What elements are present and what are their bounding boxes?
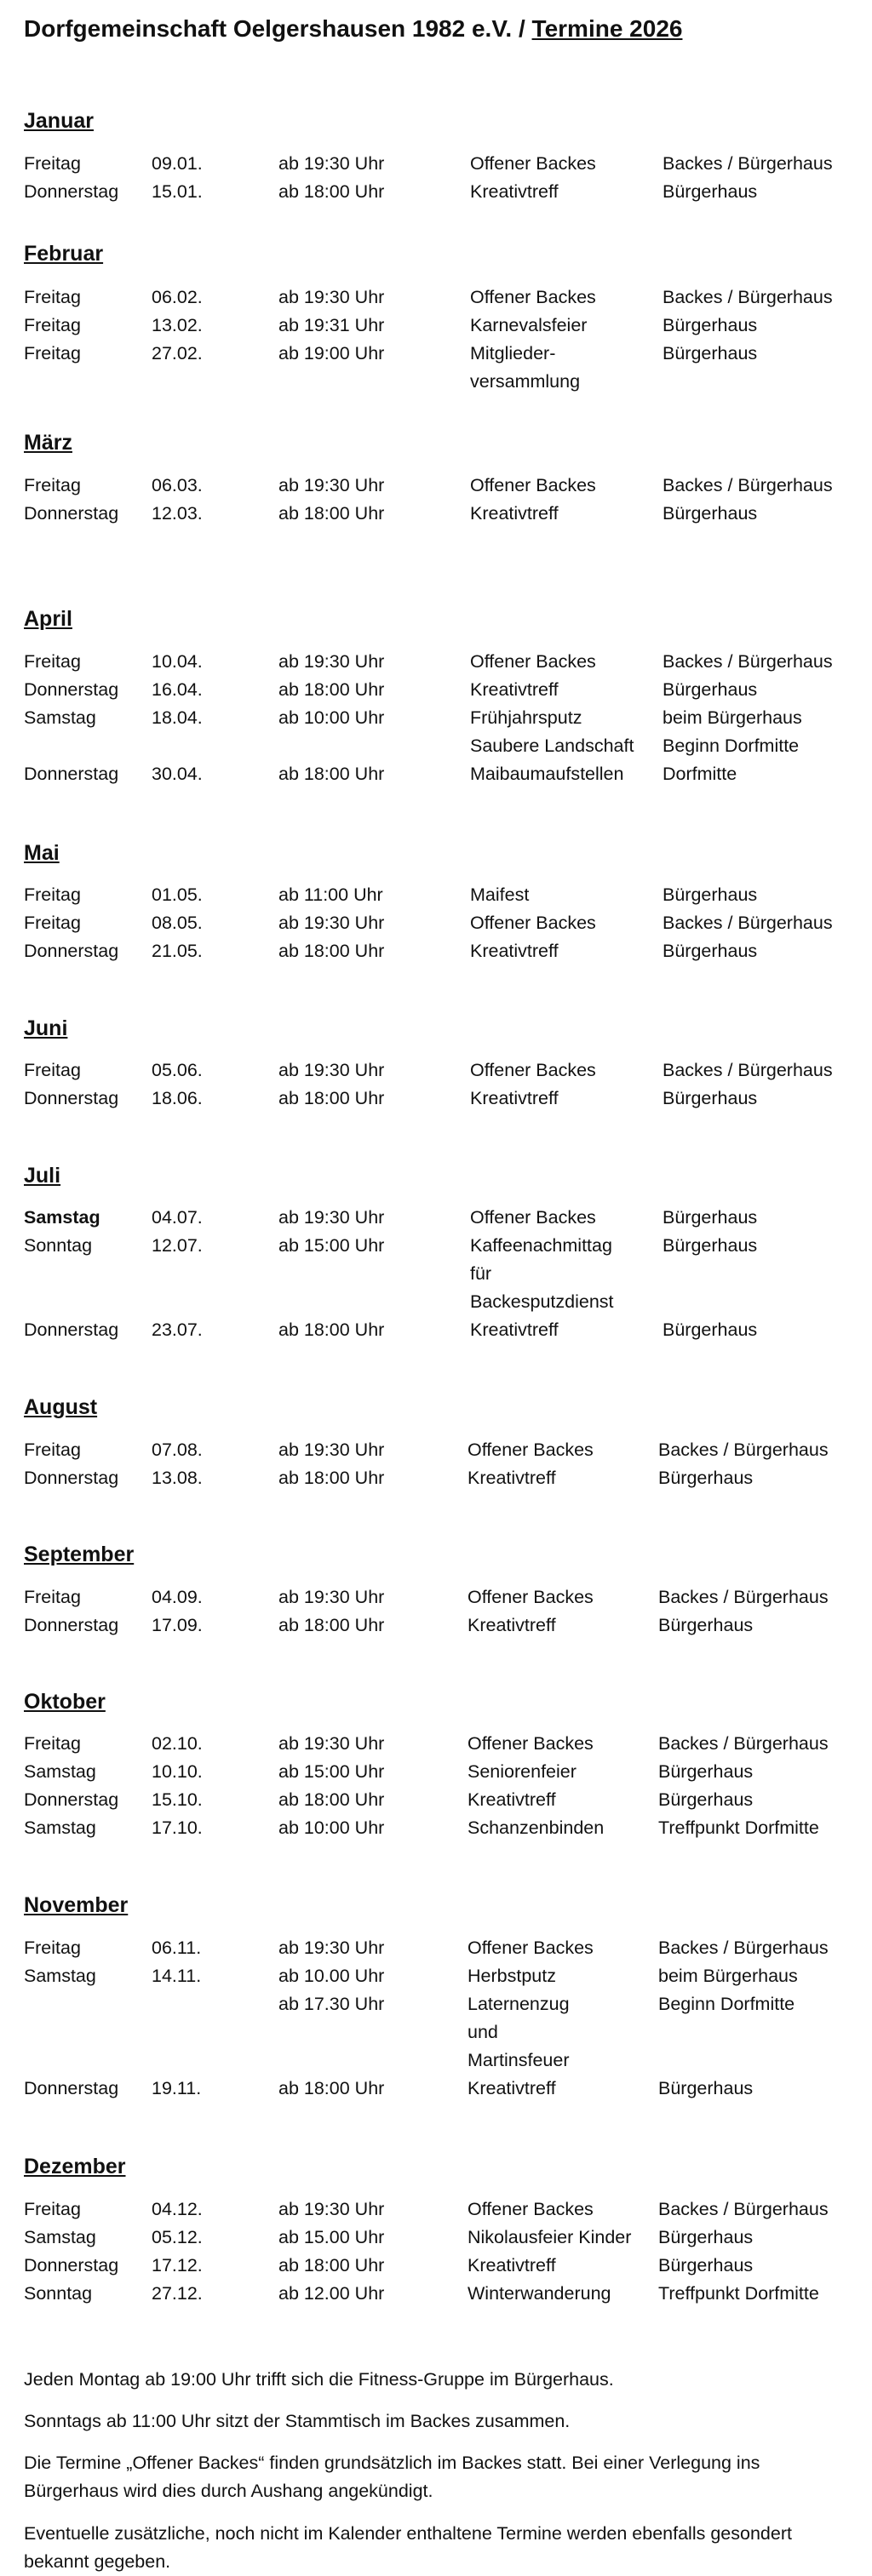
event-date: 05.12. <box>152 2227 203 2247</box>
event-date: 15.01. <box>152 181 203 202</box>
event-title: und <box>468 2022 498 2042</box>
event-location: Beginn Dorfmitte <box>658 1994 795 2014</box>
event-day: Donnerstag <box>24 1319 119 1340</box>
event-day: Sonntag <box>24 1235 93 1256</box>
event-time: ab 19:30 Uhr <box>278 651 385 672</box>
event-location: Backes / Bürgerhaus <box>658 1587 829 1607</box>
event-time: ab 15:00 Uhr <box>278 1761 385 1782</box>
event-location: Bürgerhaus <box>663 503 758 524</box>
event-day: Donnerstag <box>24 679 119 700</box>
event-time: ab 17.30 Uhr <box>278 1994 385 2014</box>
event-location: Bürgerhaus <box>658 2255 754 2275</box>
event-day: Donnerstag <box>24 764 119 784</box>
event-location: Treffpunkt Dorfmitte <box>658 2283 819 2304</box>
event-date: 04.12. <box>152 2199 203 2219</box>
event-time: ab 18:00 Uhr <box>278 941 385 961</box>
event-location: Bürgerhaus <box>663 941 758 961</box>
page-title <box>24 15 682 43</box>
event-title: Offener Backes <box>468 1587 594 1607</box>
event-day: Freitag <box>24 315 81 335</box>
event-date: 17.10. <box>152 1818 203 1838</box>
event-day: Donnerstag <box>24 2255 119 2275</box>
event-date: 18.06. <box>152 1088 203 1108</box>
event-location: Bürgerhaus <box>663 1235 758 1256</box>
event-date: 06.02. <box>152 287 203 307</box>
event-date: 21.05. <box>152 941 203 961</box>
event-location: Bürgerhaus <box>658 1615 754 1635</box>
event-location: Backes / Bürgerhaus <box>658 1938 829 1958</box>
event-title: Offener Backes <box>470 153 596 174</box>
event-title: Offener Backes <box>468 1938 594 1958</box>
event-date: 07.08. <box>152 1440 203 1460</box>
event-title: Kreativtreff <box>470 1319 559 1340</box>
event-day: Samstag <box>24 1966 96 1986</box>
event-day: Freitag <box>24 287 81 307</box>
event-time: ab 18:00 Uhr <box>278 764 385 784</box>
event-location: Bürgerhaus <box>658 1761 754 1782</box>
event-title: Kaffeenachmittag <box>470 1235 612 1256</box>
event-title: Karnevalsfeier <box>470 315 588 335</box>
info-note: Die Termine „Offener Backes“ finden grundsätzlich im Backes statt. Bei einer Verlegung ins Bürgerhaus wird dies durch Aushang angekündigt. <box>24 2453 760 2501</box>
event-time: ab 19:30 Uhr <box>278 1060 385 1080</box>
event-location: Bürgerhaus <box>663 343 758 364</box>
month-heading: November <box>24 1893 129 1917</box>
event-title: Kreativtreff <box>470 503 559 524</box>
event-day: Sonntag <box>24 2283 93 2304</box>
month-heading: September <box>24 1543 135 1566</box>
event-time: ab 19:30 Uhr <box>278 475 385 495</box>
event-title: Schanzenbinden <box>468 1818 605 1838</box>
event-title: Offener Backes <box>470 651 596 672</box>
event-date: 10.10. <box>152 1761 203 1782</box>
event-date: 05.06. <box>152 1060 203 1080</box>
event-date: 04.07. <box>152 1207 203 1228</box>
event-title: Maifest <box>470 884 530 905</box>
event-title: Kreativtreff <box>468 2255 556 2275</box>
event-location: Bürgerhaus <box>658 2227 754 2247</box>
event-time: ab 19:00 Uhr <box>278 343 385 364</box>
event-title: Laternenzug <box>468 1994 570 2014</box>
event-location: Backes / Bürgerhaus <box>663 1060 833 1080</box>
event-date: 14.11. <box>152 1966 202 1986</box>
event-day: Samstag <box>24 1818 96 1838</box>
info-note: Eventuelle zusätzliche, noch nicht im Kalender enthaltene Termine werden ebenfalls gesondert bekannt gegeben. <box>24 2523 792 2572</box>
event-time: ab 19:30 Uhr <box>278 1207 385 1228</box>
event-day: Donnerstag <box>24 1615 119 1635</box>
event-day: Freitag <box>24 1938 81 1958</box>
event-time: ab 18:00 Uhr <box>278 1468 385 1488</box>
event-date: 17.09. <box>152 1615 203 1635</box>
month-heading: Februar <box>24 242 104 266</box>
event-location: Bürgerhaus <box>663 679 758 700</box>
event-date: 12.07. <box>152 1235 203 1256</box>
event-title: Offener Backes <box>468 2199 594 2219</box>
event-day: Freitag <box>24 884 81 905</box>
event-time: ab 19:30 Uhr <box>278 287 385 307</box>
event-location: Bürgerhaus <box>663 315 758 335</box>
event-title: Kreativtreff <box>470 679 559 700</box>
event-day: Samstag <box>24 1761 96 1782</box>
event-location: Backes / Bürgerhaus <box>663 651 833 672</box>
month-heading: April <box>24 607 72 631</box>
event-title: Saubere Landschaft <box>470 736 634 756</box>
event-location: beim Bürgerhaus <box>658 1966 798 1986</box>
event-date: 27.02. <box>152 343 203 364</box>
event-day: Donnerstag <box>24 1468 119 1488</box>
event-title: Kreativtreff <box>468 1615 556 1635</box>
event-location: Beginn Dorfmitte <box>663 736 800 756</box>
event-time: ab 19:30 Uhr <box>278 913 385 933</box>
event-title: Offener Backes <box>468 1733 594 1754</box>
event-date: 12.03. <box>152 503 203 524</box>
event-time: ab 15.00 Uhr <box>278 2227 385 2247</box>
event-time: ab 10:00 Uhr <box>278 1818 385 1838</box>
event-time: ab 19:31 Uhr <box>278 315 385 335</box>
month-heading: Juni <box>24 1016 68 1040</box>
info-note: Sonntags ab 11:00 Uhr sitzt der Stammtisch im Backes zusammen. <box>24 2411 571 2431</box>
event-title: Offener Backes <box>470 287 596 307</box>
event-day: Donnerstag <box>24 1088 119 1108</box>
event-title: Kreativtreff <box>468 2078 556 2098</box>
event-day: Freitag <box>24 651 81 672</box>
event-date: 18.04. <box>152 707 203 728</box>
event-title: Kreativtreff <box>468 1789 556 1810</box>
event-time: ab 19:30 Uhr <box>278 1733 385 1754</box>
event-date: 13.08. <box>152 1468 203 1488</box>
event-title: für <box>470 1263 492 1284</box>
event-time: ab 18:00 Uhr <box>278 679 385 700</box>
event-time: ab 11:00 Uhr <box>278 884 383 905</box>
event-location: Dorfmitte <box>663 764 737 784</box>
event-date: 16.04. <box>152 679 203 700</box>
event-title: Martinsfeuer <box>468 2050 570 2070</box>
event-title: Winterwanderung <box>468 2283 611 2304</box>
event-time: ab 19:30 Uhr <box>278 1440 385 1460</box>
event-day: Samstag <box>24 707 96 728</box>
event-title: Mitglieder- <box>470 343 556 364</box>
event-date: 06.03. <box>152 475 203 495</box>
event-day: Donnerstag <box>24 1789 119 1810</box>
event-day: Freitag <box>24 1440 81 1460</box>
event-time: ab 18:00 Uhr <box>278 503 385 524</box>
event-location: Backes / Bürgerhaus <box>658 2199 829 2219</box>
event-location: Backes / Bürgerhaus <box>658 1733 829 1754</box>
event-title: Herbstputz <box>468 1966 556 1986</box>
event-title: Kreativtreff <box>470 941 559 961</box>
event-day: Freitag <box>24 913 81 933</box>
event-time: ab 19:30 Uhr <box>278 153 385 174</box>
event-date: 09.01. <box>152 153 203 174</box>
event-day: Donnerstag <box>24 941 119 961</box>
event-date: 01.05. <box>152 884 203 905</box>
event-location: beim Bürgerhaus <box>663 707 802 728</box>
event-time: ab 10.00 Uhr <box>278 1966 385 1986</box>
event-time: ab 18:00 Uhr <box>278 1789 385 1810</box>
event-time: ab 18:00 Uhr <box>278 2255 385 2275</box>
event-date: 15.10. <box>152 1789 203 1810</box>
month-heading: August <box>24 1395 98 1419</box>
event-day: Freitag <box>24 1060 81 1080</box>
event-time: ab 15:00 Uhr <box>278 1235 385 1256</box>
month-heading: März <box>24 431 72 455</box>
event-title: Frühjahrsputz <box>470 707 582 728</box>
month-heading: Oktober <box>24 1690 106 1714</box>
event-day: Freitag <box>24 475 81 495</box>
event-location: Bürgerhaus <box>663 181 758 202</box>
event-day: Samstag <box>24 1207 100 1228</box>
event-title: Offener Backes <box>470 913 596 933</box>
month-heading: Mai <box>24 841 60 865</box>
event-location: Treffpunkt Dorfmitte <box>658 1818 819 1838</box>
event-date: 13.02. <box>152 315 203 335</box>
event-date: 10.04. <box>152 651 203 672</box>
event-date: 30.04. <box>152 764 203 784</box>
month-heading: Dezember <box>24 2155 126 2178</box>
event-title: Offener Backes <box>470 1060 596 1080</box>
event-title: versammlung <box>470 371 581 392</box>
event-time: ab 19:30 Uhr <box>278 1938 385 1958</box>
event-date: 06.11. <box>152 1938 202 1958</box>
event-location: Backes / Bürgerhaus <box>663 475 833 495</box>
event-title: Nikolausfeier Kinder <box>468 2227 632 2247</box>
title-year: Termine 2026 <box>531 15 683 42</box>
event-date: 19.11. <box>152 2078 202 2098</box>
event-title: Seniorenfeier <box>468 1761 577 1782</box>
event-time: ab 18:00 Uhr <box>278 1319 385 1340</box>
event-location: Bürgerhaus <box>658 1789 754 1810</box>
event-location: Backes / Bürgerhaus <box>663 153 833 174</box>
event-time: ab 10:00 Uhr <box>278 707 385 728</box>
event-date: 08.05. <box>152 913 203 933</box>
event-title: Offener Backes <box>470 475 596 495</box>
event-title: Maibaumaufstellen <box>470 764 624 784</box>
event-title: Backesputzdienst <box>470 1291 614 1312</box>
event-day: Freitag <box>24 1733 81 1754</box>
month-heading: Juli <box>24 1164 61 1188</box>
event-date: 17.12. <box>152 2255 203 2275</box>
event-title: Kreativtreff <box>470 1088 559 1108</box>
event-date: 23.07. <box>152 1319 203 1340</box>
event-location: Backes / Bürgerhaus <box>658 1440 829 1460</box>
event-day: Freitag <box>24 2199 81 2219</box>
event-location: Bürgerhaus <box>663 1319 758 1340</box>
event-time: ab 18:00 Uhr <box>278 1088 385 1108</box>
event-title: Kreativtreff <box>468 1468 556 1488</box>
event-title: Kreativtreff <box>470 181 559 202</box>
event-location: Bürgerhaus <box>658 1468 754 1488</box>
info-note: Jeden Montag ab 19:00 Uhr trifft sich die Fitness-Gruppe im Bürgerhaus. <box>24 2369 614 2390</box>
event-location: Bürgerhaus <box>663 1207 758 1228</box>
event-time: ab 18:00 Uhr <box>278 181 385 202</box>
event-time: ab 19:30 Uhr <box>278 1587 385 1607</box>
event-day: Donnerstag <box>24 503 119 524</box>
event-location: Backes / Bürgerhaus <box>663 913 833 933</box>
event-day: Donnerstag <box>24 181 119 202</box>
event-day: Freitag <box>24 153 81 174</box>
event-title: Offener Backes <box>470 1207 596 1228</box>
event-day: Samstag <box>24 2227 96 2247</box>
event-time: ab 18:00 Uhr <box>278 1615 385 1635</box>
event-title: Offener Backes <box>468 1440 594 1460</box>
event-time: ab 19:30 Uhr <box>278 2199 385 2219</box>
event-time: ab 18:00 Uhr <box>278 2078 385 2098</box>
event-date: 02.10. <box>152 1733 203 1754</box>
month-heading: Januar <box>24 109 94 133</box>
event-day: Donnerstag <box>24 2078 119 2098</box>
event-date: 27.12. <box>152 2283 203 2304</box>
event-time: ab 12.00 Uhr <box>278 2283 385 2304</box>
event-location: Backes / Bürgerhaus <box>663 287 833 307</box>
event-date: 04.09. <box>152 1587 203 1607</box>
event-location: Bürgerhaus <box>658 2078 754 2098</box>
event-day: Freitag <box>24 1587 81 1607</box>
event-location: Bürgerhaus <box>663 1088 758 1108</box>
title-prefix: Dorfgemeinschaft Oelgershausen 1982 e.V. / <box>24 15 532 42</box>
event-location: Bürgerhaus <box>663 884 758 905</box>
event-day: Freitag <box>24 343 81 364</box>
